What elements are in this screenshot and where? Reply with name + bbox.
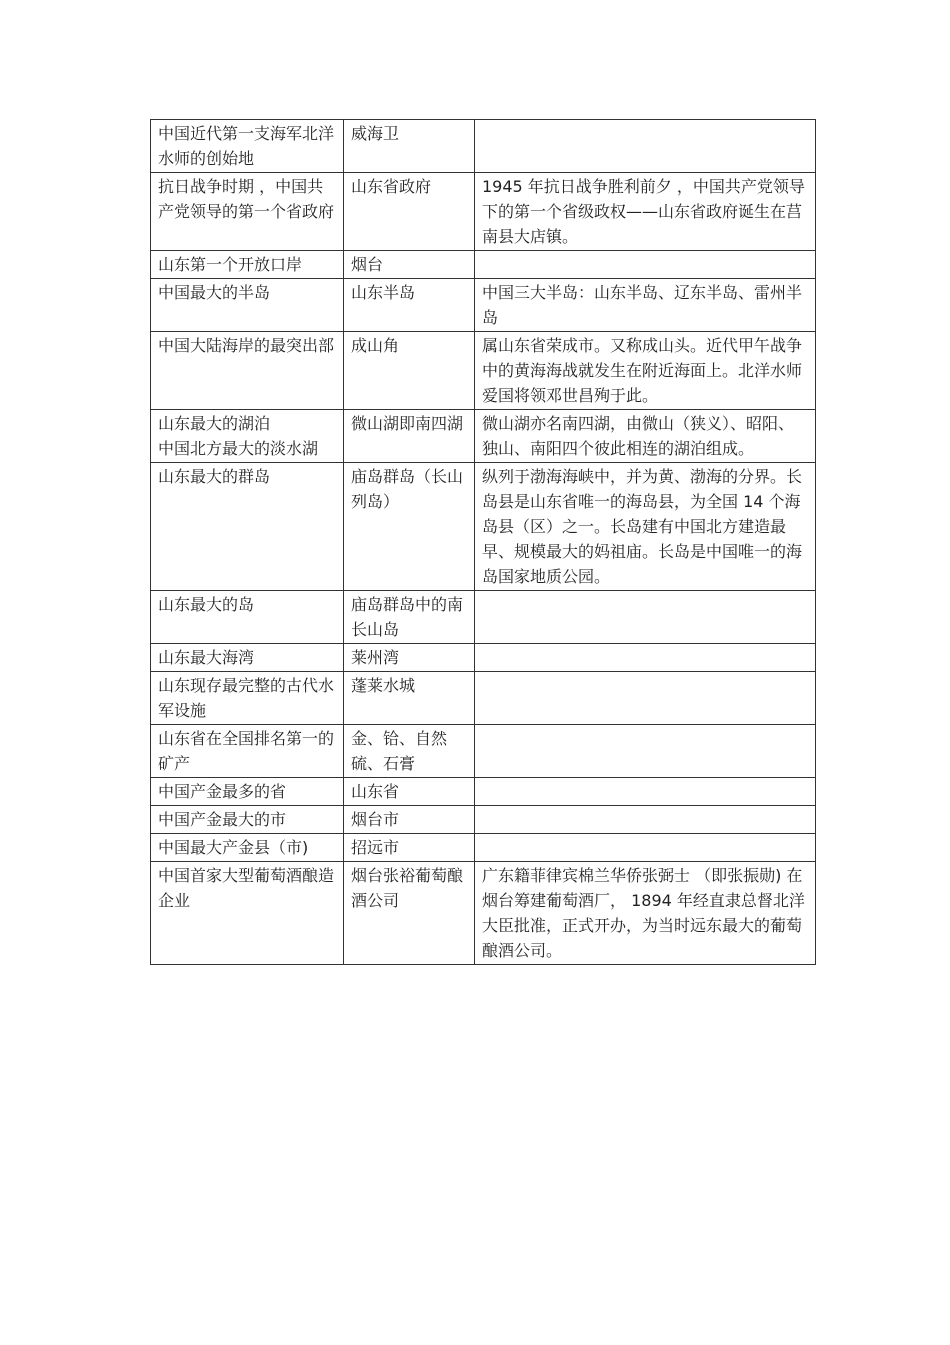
table-row [151, 410, 816, 463]
answer-cell: 庙岛群岛（长山列岛） [344, 463, 475, 591]
item-cell: 中国近代第一支海军北洋水师的创始地 [151, 120, 344, 173]
answer-cell: 威海卫 [344, 120, 475, 173]
answer-cell: 微山湖即南四湖 [344, 410, 475, 463]
table-row [151, 778, 816, 806]
item-cell: 山东省在全国排名第一的矿产 [151, 725, 344, 778]
answer-cell: 莱州湾 [344, 644, 475, 672]
note-cell [475, 778, 816, 806]
table-row [151, 834, 816, 862]
item-cell: 中国产金最大的市 [151, 806, 344, 834]
answer-cell: 蓬莱水城 [344, 672, 475, 725]
table-row [151, 463, 816, 591]
note-cell: 广东籍菲律宾棉兰华侨张弼士 （即张振勋) 在烟台筹建葡萄酒厂， 1894 年经直隶总督北洋大臣批准，正式开办，为当时远东最大的葡萄酿酒公司。 [475, 862, 816, 965]
note-cell [475, 251, 816, 279]
item-cell: 山东最大的群岛 [151, 463, 344, 591]
note-cell: 纵列于渤海海峡中，并为黄、渤海的分界。长岛县是山东省唯一的海岛县，为全国 14 个海岛县（区）之一。长岛建有中国北方建造最早、规模最大的妈祖庙。长岛是中国唯一的海岛国家地质公园。 [475, 463, 816, 591]
table-row [151, 173, 816, 251]
table-row [151, 251, 816, 279]
item-cell: 中国产金最多的省 [151, 778, 344, 806]
item-cell: 山东第一个开放口岸 [151, 251, 344, 279]
item-cell: 中国首家大型葡萄酒酿造企业 [151, 862, 344, 965]
item-cell: 中国最大的半岛 [151, 279, 344, 332]
note-cell [475, 672, 816, 725]
note-cell: 1945 年抗日战争胜利前夕 ，中国共产党领导下的第一个省级政权——山东省政府诞生在莒南县大店镇。 [475, 173, 816, 251]
answer-cell: 成山角 [344, 332, 475, 410]
table-row [151, 644, 816, 672]
facts-table [150, 119, 816, 965]
table-row [151, 672, 816, 725]
table-row [151, 806, 816, 834]
note-cell [475, 834, 816, 862]
answer-cell: 烟台 [344, 251, 475, 279]
item-cell: 中国最大产金县（市) [151, 834, 344, 862]
answer-cell: 山东省政府 [344, 173, 475, 251]
answer-cell: 金、铪、自然硫、石膏 [344, 725, 475, 778]
note-cell [475, 644, 816, 672]
answer-cell: 招远市 [344, 834, 475, 862]
item-cell: 抗日战争时期 ，中国共产党领导的第一个省政府 [151, 173, 344, 251]
table-row [151, 120, 816, 173]
answer-cell: 烟台张裕葡萄酿酒公司 [344, 862, 475, 965]
note-cell [475, 725, 816, 778]
answer-cell: 山东半岛 [344, 279, 475, 332]
facts-table-body [151, 120, 816, 965]
table-row [151, 725, 816, 778]
table-row [151, 332, 816, 410]
note-cell: 属山东省荣成市。又称成山头。近代甲午战争中的黄海海战就发生在附近海面上。北洋水师爱国将领邓世昌殉于此。 [475, 332, 816, 410]
answer-cell: 庙岛群岛中的南长山岛 [344, 591, 475, 644]
table-row [151, 279, 816, 332]
note-cell [475, 806, 816, 834]
item-cell: 山东最大海湾 [151, 644, 344, 672]
answer-cell: 烟台市 [344, 806, 475, 834]
note-cell [475, 120, 816, 173]
note-cell: 中国三大半岛：山东半岛、辽东半岛、雷州半岛 [475, 279, 816, 332]
note-cell: 微山湖亦名南四湖，由微山（狭义）、昭阳、独山、南阳四个彼此相连的湖泊组成。 [475, 410, 816, 463]
item-cell: 中国大陆海岸的最突出部 [151, 332, 344, 410]
note-cell [475, 591, 816, 644]
item-cell: 山东最大的岛 [151, 591, 344, 644]
table-row [151, 591, 816, 644]
table-row [151, 862, 816, 965]
item-cell: 山东最大的湖泊 中国北方最大的淡水湖 [151, 410, 344, 463]
item-cell: 山东现存最完整的古代水军设施 [151, 672, 344, 725]
answer-cell: 山东省 [344, 778, 475, 806]
